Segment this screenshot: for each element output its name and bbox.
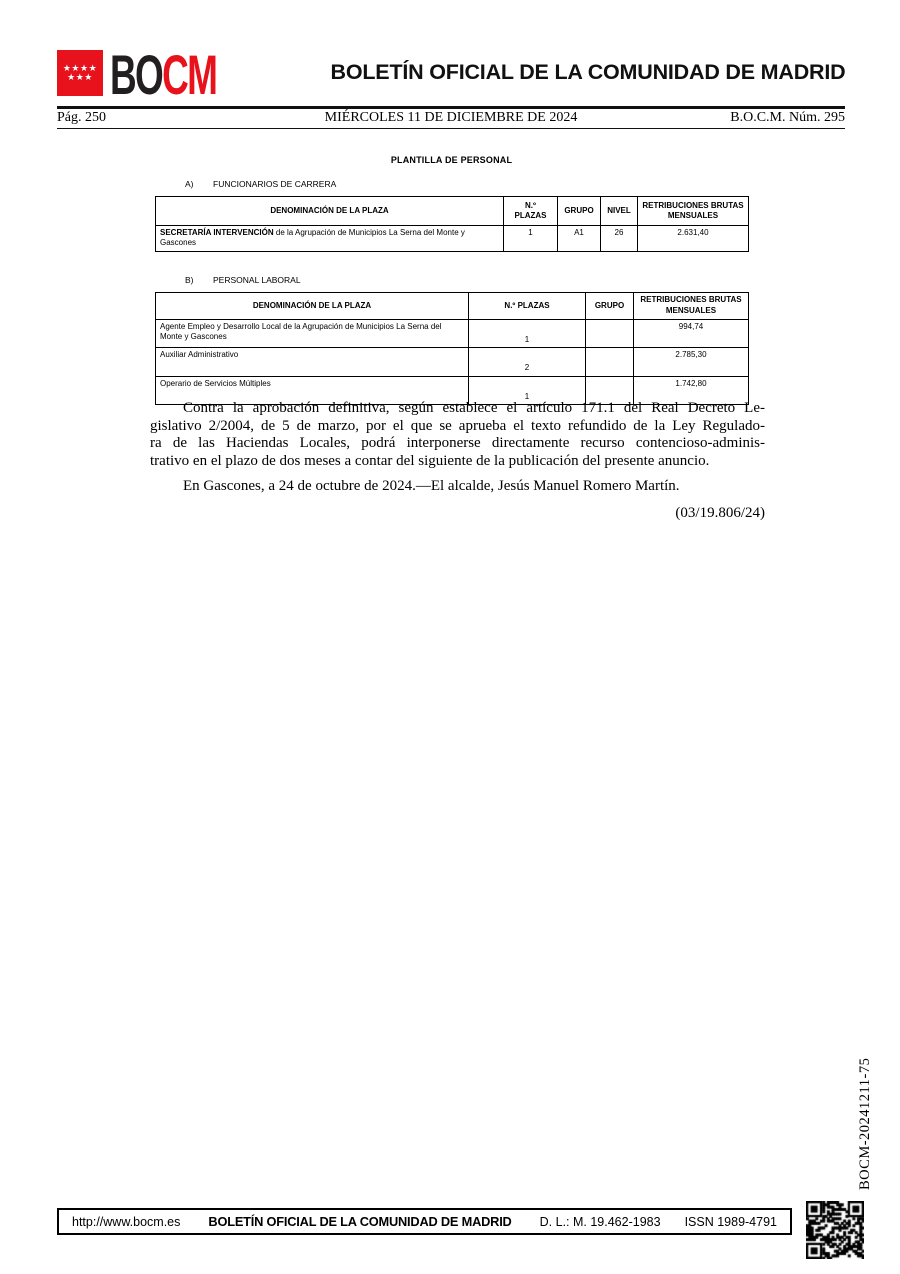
footer-legal-group [540, 1215, 777, 1229]
personal-laboral-table [155, 292, 749, 405]
cell-denominacion [156, 226, 504, 252]
column-header-plazas: N.º PLAZAS [504, 197, 558, 226]
cell-grupo: A1 [558, 226, 601, 252]
section-title: PLANTILLA DE PERSONAL [390, 155, 513, 165]
logo-text-cm: CM [162, 43, 217, 106]
cell-plazas: 1 [469, 319, 586, 347]
cell-plazas: 1 [504, 226, 558, 252]
cell-plazas: 1 [469, 376, 586, 404]
table-a-heading [155, 179, 748, 189]
paragraph-line: trativo en el plazo de dos meses a contar del siguiente de la publicación del presente anuncio. [150, 452, 710, 469]
page-number: Pág. 250 [57, 110, 106, 125]
cell-nivel: 26 [601, 226, 638, 252]
paragraph-line: ra de las Haciendas Locales, podrá interponerse directamente recurso contencioso-adminis- [150, 435, 765, 451]
flag-stars-top: ★★★★ [62, 63, 98, 73]
footer-title: BOLETÍN OFICIAL DE LA COMUNIDAD DE MADRID [208, 1214, 512, 1229]
table-row [156, 319, 749, 347]
flag-stars-bottom: ★★★ [67, 72, 93, 82]
cell-plazas: 2 [469, 348, 586, 376]
cell-denominacion: Agente Empleo y Desarrollo Local de la Agrupación de Municipios La Serna del Monte y Gascones [156, 319, 469, 347]
logo-text-bo: BO [110, 43, 163, 106]
table-a-heading-label: FUNCIONARIOS DE CARRERA [213, 179, 337, 189]
cell-grupo [586, 348, 634, 376]
signature-line: En Gascones, a 24 de octubre de 2024.—El alcalde, Jesús Manuel Romero Martín. [183, 478, 680, 494]
column-header-denominacion: DENOMINACIÓN DE LA PLAZA [156, 292, 469, 319]
footer-box [57, 1208, 792, 1235]
header-rule-bottom [57, 128, 845, 129]
table-header-row [156, 292, 749, 319]
table-b-heading [155, 275, 748, 285]
paragraph-line: gislativo 2/2004, de 5 de marzo, por el que se aprueba el texto refundido de la Ley Regulado- [150, 417, 765, 434]
cell-retribuciones: 1.742,80 [634, 376, 749, 404]
legal-paragraph-block [150, 400, 765, 522]
issue-date: MIÉRCOLES 11 DE DICIEMBRE DE 2024 [324, 110, 578, 125]
header-rule-top [57, 106, 845, 109]
announcement-body [155, 155, 748, 405]
cell-retribuciones: 2.785,30 [634, 348, 749, 376]
table-row [156, 226, 749, 252]
cell-denominacion-bold: SECRETARÍA INTERVENCIÓN [160, 228, 274, 237]
footer-issn: ISSN 1989-4791 [684, 1214, 777, 1229]
column-header-retribuciones: RETRIBUCIONES BRUTAS MENSUALES [634, 292, 749, 319]
column-header-plazas: N.º PLAZAS [469, 292, 586, 319]
document-code-vertical: BOCM-20241211-75 [857, 1057, 873, 1190]
table-b-heading-label: PERSONAL LABORAL [213, 274, 301, 285]
issue-number: B.O.C.M. Núm. 295 [730, 110, 845, 125]
cell-denominacion: Operario de Servicios Múltiples [156, 376, 469, 404]
paragraph-line: Contra la aprobación definitiva, según establece el artículo 171.1 del Real Decreto Le- [183, 400, 765, 416]
column-header-nivel: NIVEL [601, 197, 638, 226]
funcionarios-table [155, 196, 749, 252]
qr-code [806, 1201, 864, 1259]
table-row [156, 348, 749, 376]
cell-grupo [586, 319, 634, 347]
cell-denominacion: Auxiliar Administrativo [156, 348, 469, 376]
cell-retribuciones: 994,74 [634, 319, 749, 347]
madrid-flag-icon [57, 50, 103, 96]
cell-denominacion-rest: de la Agrupación de Municipios La Serna del Monte y Gascones [160, 228, 465, 248]
table-header-row [156, 197, 749, 226]
column-header-grupo: GRUPO [586, 292, 634, 319]
cell-retribuciones: 2.631,40 [638, 226, 749, 252]
dateline [57, 110, 845, 126]
footer-deposit-legal: D. L.: M. 19.462-1983 [539, 1214, 661, 1229]
column-header-retribuciones: RETRIBUCIONES BRUTAS MENSUALES [638, 197, 749, 226]
footer-url-link[interactable]: http://www.bocm.es [72, 1214, 181, 1229]
bocm-logo-text [110, 43, 217, 106]
table-a-letter: A) [185, 179, 194, 189]
column-header-denominacion: DENOMINACIÓN DE LA PLAZA [156, 197, 504, 226]
bocm-logo [57, 43, 271, 106]
column-header-grupo: GRUPO [558, 197, 601, 226]
table-b-letter: B) [185, 274, 194, 285]
masthead-title: BOLETÍN OFICIAL DE LA COMUNIDAD DE MADRID [330, 60, 846, 84]
reference-number: (03/19.806/24) [675, 504, 765, 521]
